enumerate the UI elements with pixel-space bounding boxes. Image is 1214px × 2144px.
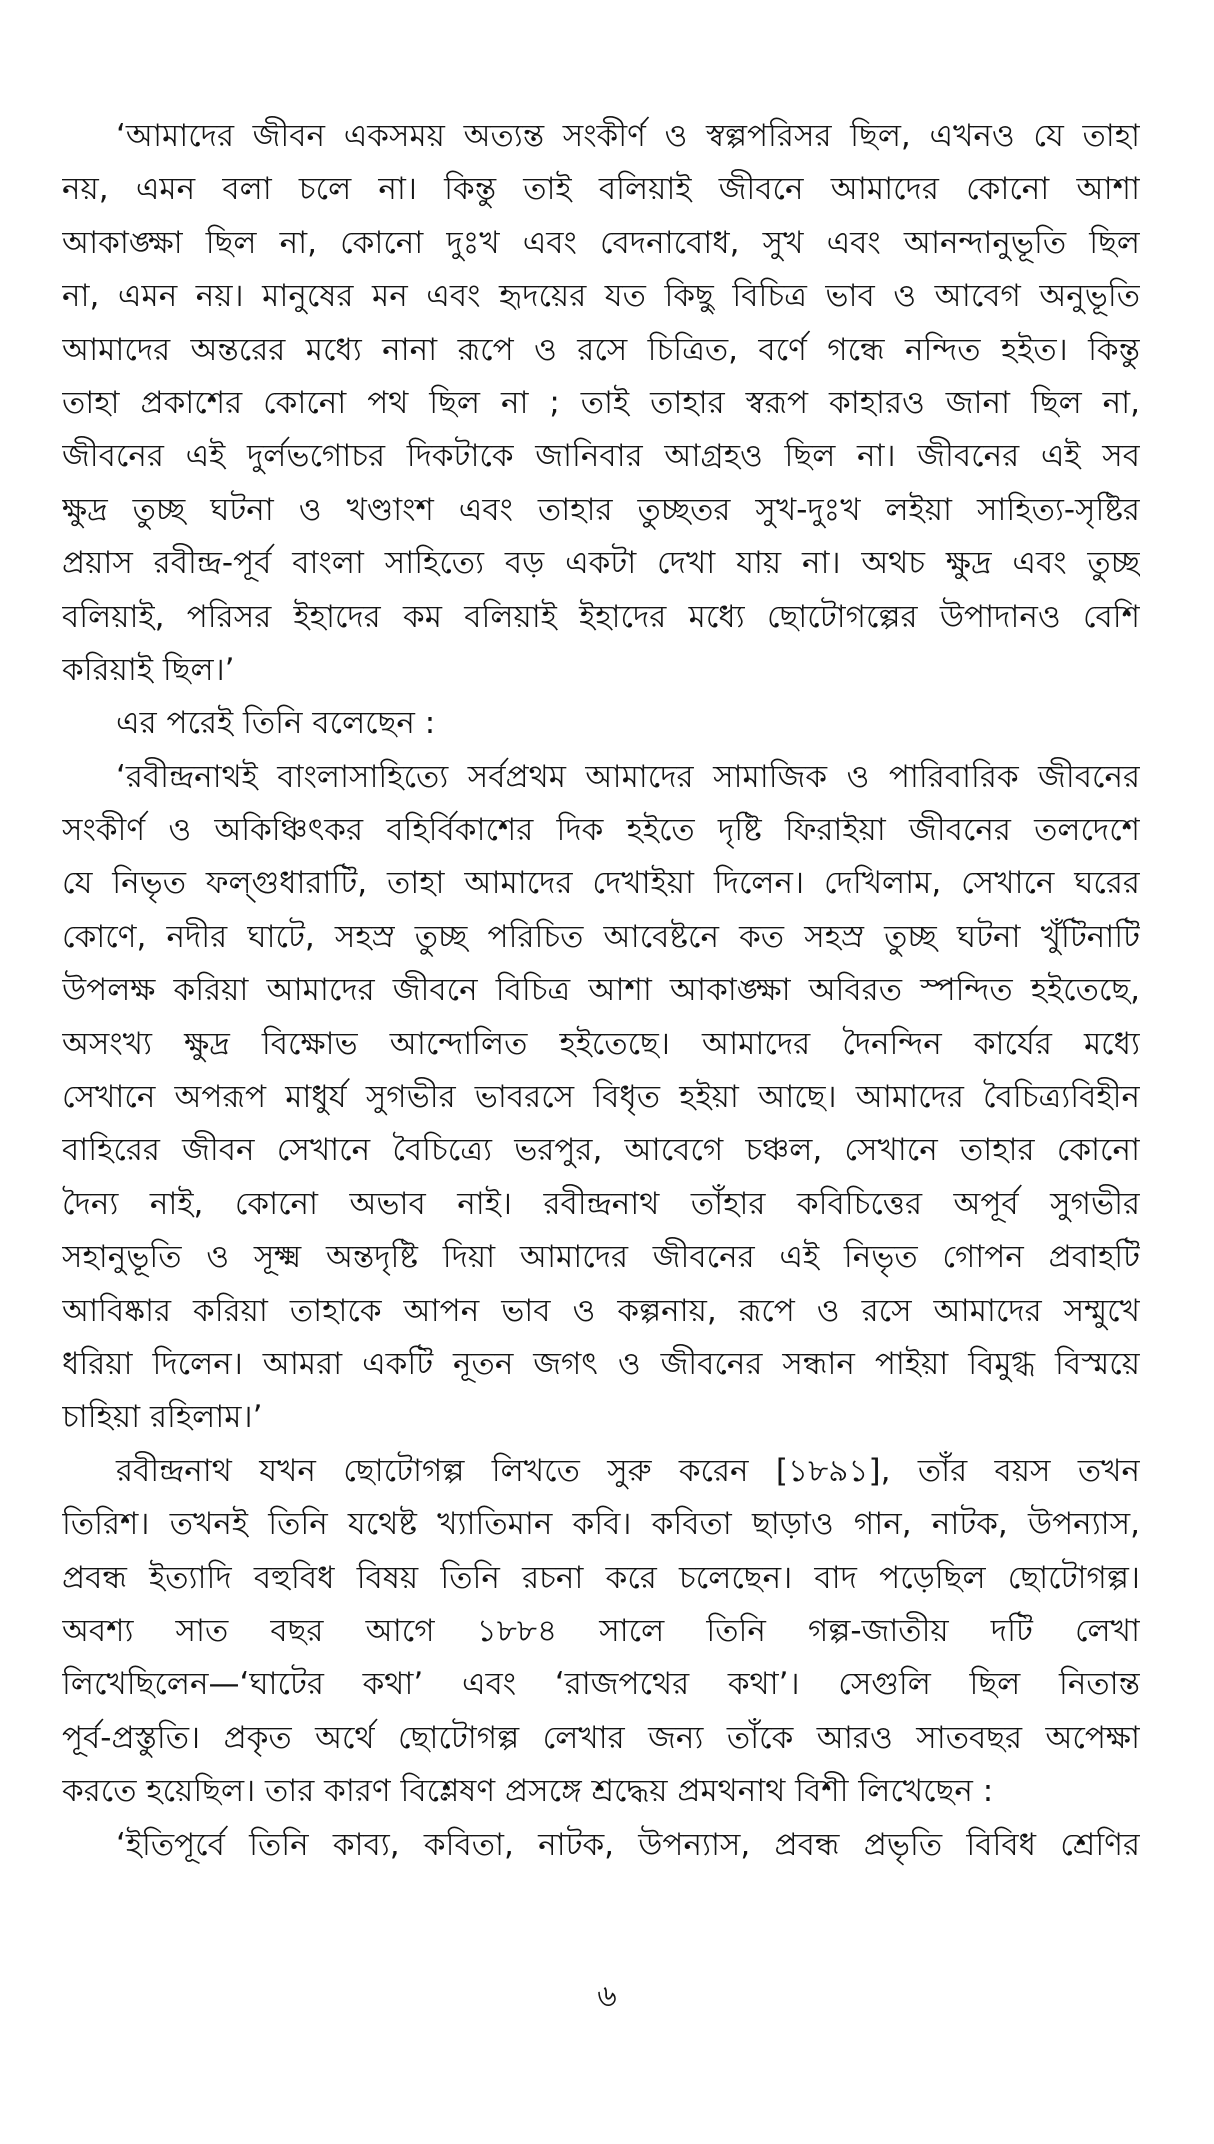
paragraph: [62, 1445, 1140, 1819]
page-number: ৬: [597, 1979, 617, 2014]
text-line: যে নিভৃত ফল্গুধারাটি, তাহা আমাদের দেখাইয়া দিলেন। দেখিলাম, সেখানে ঘরের: [62, 865, 1140, 902]
text-line: ‘আমাদের জীবন একসময় অত্যন্ত সংকীর্ণ ও স্বল্পপরিসর ছিল, এখনও যে তাহা: [116, 118, 1140, 154]
text-line: তাহা প্রকাশের কোনো পথ ছিল না ; তাই তাহার স্বরূপ কাহারও জানা ছিল না,: [62, 384, 1140, 421]
text-line: বাহিরের জীবন সেখানে বৈচিত্র্যে ভরপুর, আবেগে চঞ্চল, সেখানে তাহার কোনো: [62, 1132, 1140, 1169]
text-line: ধরিয়া দিলেন। আমরা একটি নূতন জগৎ ও জীবনের সন্ধান পাইয়া বিমুগ্ধ বিস্ময়ে: [62, 1345, 1140, 1382]
text-line: আমাদের অন্তরের মধ্যে নানা রূপে ও রসে চিত্রিত, বর্ণে গন্ধে নন্দিত হইত। কিন্তু: [62, 331, 1140, 368]
text-line: এর পরেই তিনি বলেছেন :: [116, 705, 436, 742]
text-line: আবিষ্কার করিয়া তাহাকে আপন ভাব ও কল্পনায়, রূপে ও রসে আমাদের সম্মুখে: [62, 1292, 1140, 1329]
text-line: পূর্ব-প্রস্তুতি। প্রকৃত অর্থে ছোটোগল্প লেখার জন্য তাঁকে আরও সাতবছর অপেক্ষা: [62, 1719, 1140, 1756]
text-line: লিখেছিলেন—‘ঘাটের কথা’ এবং ‘রাজপথের কথা’। সেগুলি ছিল নিতান্ত: [62, 1666, 1140, 1703]
text-line: রবীন্দ্রনাথ যখন ছোটোগল্প লিখতে সুরু করেন [১৮৯১], তাঁর বয়স তখন: [116, 1452, 1140, 1489]
text-line: অসংখ্য ক্ষুদ্র বিক্ষোভ আন্দোলিত হইতেছে। আমাদের দৈনন্দিন কার্যের মধ্যে: [62, 1025, 1140, 1062]
paragraph: [62, 697, 1140, 750]
text-line: নয়, এমন বলা চলে না। কিন্তু তাই বলিয়াই জীবনে আমাদের কোনো আশা: [62, 171, 1140, 208]
text-line: তিরিশ। তখনই তিনি যথেষ্ট খ্যাতিমান কবি। কবিতা ছাড়াও গান, নাটক, উপন্যাস,: [62, 1506, 1140, 1543]
text-line: চাহিয়া রহিলাম।’: [62, 1399, 263, 1436]
text-line: ক্ষুদ্র তুচ্ছ ঘটনা ও খণ্ডাংশ এবং তাহার তুচ্ছতর সুখ-দুঃখ লইয়া সাহিত্য-সৃষ্টির: [62, 491, 1140, 528]
text-line: প্রবন্ধ ইত্যাদি বহুবিধ বিষয় তিনি রচনা করে চলেছেন। বাদ পড়েছিল ছোটোগল্প।: [62, 1559, 1140, 1596]
text-line: অবশ্য সাত বছর আগে ১৮৮৪ সালে তিনি গল্প-জাতীয় দটি লেখা: [62, 1612, 1140, 1649]
text-line: প্রয়াস রবীন্দ্র-পূর্ব বাংলা সাহিত্যে বড় একটা দেখা যায় না। অথচ ক্ষুদ্র এবং তুচ্ছ: [62, 545, 1140, 582]
text-line: ‘ইতিপূর্বে তিনি কাব্য, কবিতা, নাটক, উপন্যাস, প্রবন্ধ প্রভৃতি বিবিধ শ্রেণির: [116, 1826, 1140, 1863]
text-line: করতে হয়েছিল। তার কারণ বিশ্লেষণ প্রসঙ্গে শ্রদ্ধেয় প্রমথনাথ বিশী লিখেছেন :: [62, 1773, 994, 1810]
text-line: ‘রবীন্দ্রনাথই বাংলাসাহিত্যে সর্বপ্রথম আমাদের সামাজিক ও পারিবারিক জীবনের: [116, 758, 1140, 795]
text-line: সেখানে অপরূপ মাধুর্য সুগভীর ভাবরসে বিধৃত হইয়া আছে। আমাদের বৈচিত্র্যবিহীন: [62, 1079, 1140, 1116]
text-line: আকাঙ্ক্ষা ছিল না, কোনো দুঃখ এবং বেদনাবোধ, সুখ এবং আনন্দানুভূতি ছিল: [62, 224, 1140, 261]
paragraph: [62, 751, 1140, 1445]
text-line: না, এমন নয়। মানুষের মন এবং হৃদয়ের যত কিছু বিচিত্র ভাব ও আবেগ অনুভূতি: [62, 278, 1140, 315]
text-line: সহানুভূতি ও সূক্ষ্ম অন্তদৃষ্টি দিয়া আমাদের জীবনের এই নিভৃত গোপন প্রবাহটি: [62, 1239, 1140, 1276]
text-line: বলিয়াই, পরিসর ইহাদের কম বলিয়াই ইহাদের মধ্যে ছোটোগল্পের উপাদানও বেশি: [62, 598, 1140, 635]
page-body: [62, 110, 1140, 1872]
text-line: উপলক্ষ করিয়া আমাদের জীবনে বিচিত্র আশা আকাঙ্ক্ষা অবিরত স্পন্দিত হইতেছে,: [62, 972, 1140, 1009]
text-line: দৈন্য নাই, কোনো অভাব নাই। রবীন্দ্রনাথ তাঁহার কবিচিত্তের অপূর্ব সুগভীর: [62, 1185, 1140, 1222]
text-line: করিয়াই ছিল।’: [62, 651, 235, 688]
paragraph: [62, 1819, 1140, 1872]
text-line: সংকীর্ণ ও অকিঞ্চিৎকর বহির্বিকাশের দিক হইতে দৃষ্টি ফিরাইয়া জীবনের তলদেশে: [62, 812, 1140, 849]
text-line: জীবনের এই দুর্লভগোচর দিকটাকে জানিবার আগ্রহও ছিল না। জীবনের এই সব: [62, 438, 1140, 475]
text-line: কোণে, নদীর ঘাটে, সহস্র তুচ্ছ পরিচিত আবেষ্টনে কত সহস্র তুচ্ছ ঘটনা খুঁটিনাটি: [62, 918, 1140, 955]
paragraph: [62, 110, 1140, 697]
